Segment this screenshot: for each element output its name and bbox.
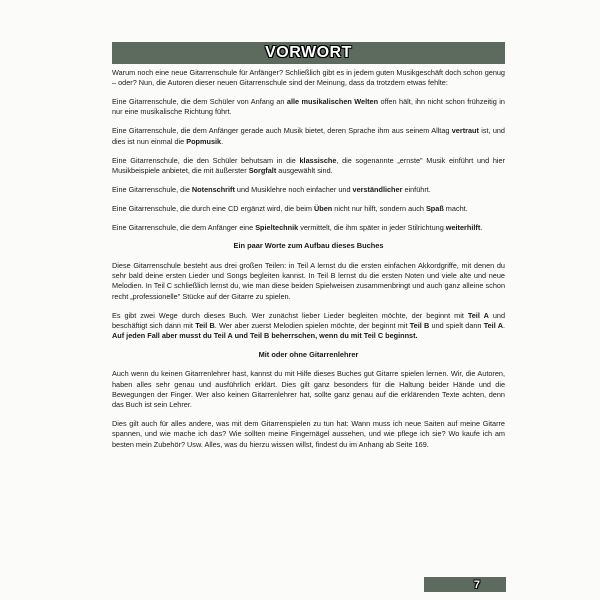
text-run: . xyxy=(221,136,224,146)
bold-text-run: Teil A xyxy=(467,310,489,320)
page-number: 7 xyxy=(473,578,480,591)
text-run: Auch wenn du keinen Gitarrenlehrer hast, kannst du mit Hilfe dieses Buches gut Gitarre spielen lernen. Wir, die Autoren, haben alles sehr genau und ausführlich erklärt. Dies gilt ganz besonders für die Haltung beider Hände und die Bewegungen der Finger. Wer also keinen Gitarrenlehrer hat, sollte ganz genau auf die erklärenden Texte achten, denn das Buch ist sein Lehrer. xyxy=(112,369,505,410)
body-paragraph xyxy=(112,369,505,410)
text-run: . xyxy=(502,320,505,330)
bold-text-run: Teil A xyxy=(483,320,503,330)
bold-text-run: alle musikalischen Welten xyxy=(286,97,379,107)
text-run: Diese Gitarrenschule besteht aus drei großen Teilen: in Teil A lernst du die ersten einfachen Akkordgriffe, mit denen du sehr bald deine ersten Lieder und Songs begleiten kannst. In Teil B lernst du die ersten Noten und viele alte und neue Melodien. In Teil C schließlich lernst du, wie man diese beiden Spielweisen zusammenbringt und auch ganz alleine schon recht „professionelle" Stücke auf der Gitarre zu spielen. xyxy=(112,260,505,301)
text-run: vermittelt, die ihm später in jeder Stilrichtung xyxy=(298,222,446,232)
section-heading: Ein paar Worte zum Aufbau dieses Buches xyxy=(233,241,384,251)
body-paragraph xyxy=(112,311,505,342)
text-run: Dies gilt auch für alles andere, was mit dem Gitarrenspielen zu tun hat: Wann muss ich neue Saiten auf meine Gitarre spannen, und wie mache ich das? Wie sollten meine Fingernägel aussehen, und wie pflege ich sie? Wo kaufe ich am besten mein Zubehör? Usw. Alles, was du hierzu wissen willst, findest du im Anhang ab Seite 169. xyxy=(112,419,505,449)
text-run: einführt. xyxy=(402,184,431,194)
text-run: , die sogenannte „ernste" Musik einführt und hier Musikbeispiele anbietet, die mit äußerster xyxy=(112,155,505,175)
title-banner xyxy=(112,42,505,64)
text-run: ist, und dies ist nun einmal die xyxy=(112,126,505,146)
text-run: ausgewählt sind. xyxy=(276,165,333,175)
bold-text-run: Sorgfalt xyxy=(248,165,277,175)
bold-text-run: vertraut xyxy=(451,126,479,136)
text-run: offen hält, ihn nicht schon frühzeitig in nur eine musikalische Richtung führt. xyxy=(112,97,505,117)
bold-text-run: Notenschrift xyxy=(191,184,235,194)
text-run: . xyxy=(480,222,483,232)
text-run: Eine Gitarrenschule, die dem Anfänger gerade auch Musik bietet, deren Sprache ihm aus seinem Alltag xyxy=(112,126,452,136)
intro-paragraph: Warum noch eine neue Gitarrenschule für Anfänger? Schließlich gibt es in jedem guten Musikgeschäft doch schon genug – oder? Nun, die Autoren dieser neuen Gitarrenschule sind der Meinung, dass da trotzdem etwas fehlte: xyxy=(112,68,505,88)
text-run: macht. xyxy=(443,203,468,213)
text-run: Eine Gitarrenschule, die den Schüler behutsam in die xyxy=(112,155,300,165)
page-content xyxy=(112,68,505,459)
point-paragraph xyxy=(112,126,505,147)
point-paragraph xyxy=(112,185,505,195)
text-run: und Musiklehre noch einfacher und xyxy=(234,184,353,194)
bold-text-run: verständlicher xyxy=(352,184,403,194)
text-run: und beschäftigt sich dann mit xyxy=(112,310,505,330)
bold-text-run: Spieltechnik xyxy=(255,222,299,232)
point-paragraph xyxy=(112,223,505,233)
bold-text-run: Teil B xyxy=(409,320,430,330)
bold-text-run: Teil B xyxy=(195,320,215,330)
bold-text-run: Spaß xyxy=(425,203,444,213)
text-run: Eine Gitarrenschule, die dem Anfänger eine xyxy=(112,222,256,232)
text-run: Eine Gitarrenschule, die dem Schüler von Anfang an xyxy=(112,97,287,107)
section-heading: Mit oder ohne Gitarrenlehrer xyxy=(258,349,359,359)
page-number-tab xyxy=(424,577,506,592)
bold-text-run: Popmusik xyxy=(186,136,222,146)
point-paragraph xyxy=(112,204,505,214)
bold-text-run: klassische xyxy=(299,155,337,165)
text-run: Es gibt zwei Wege durch dieses Buch. Wer zunächst lieber Lieder begleiten möchte, der beginnt mit xyxy=(112,310,468,320)
text-run: Eine Gitarrenschule, die xyxy=(112,184,192,194)
point-paragraph xyxy=(112,97,505,118)
text-run: . Wer aber zuerst Melodien spielen möchte, der beginnt mit xyxy=(214,320,410,330)
body-paragraph xyxy=(112,261,505,302)
bold-text-run: Auf jeden Fall aber musst du Teil A und Teil B beherrschen, wenn du mit Teil C beginnst. xyxy=(112,331,418,341)
point-paragraph xyxy=(112,156,505,177)
bold-text-run: Üben xyxy=(313,203,333,213)
page-title: VORWORT xyxy=(265,44,352,61)
text-run: nicht nur hilft, sondern auch xyxy=(332,203,426,213)
bold-text-run: weiterhilft xyxy=(445,222,481,232)
text-run: Eine Gitarrenschule, die durch eine CD ergänzt wird, die beim xyxy=(112,203,314,213)
text-run: und spielt dann xyxy=(429,320,484,330)
body-paragraph xyxy=(112,419,505,450)
